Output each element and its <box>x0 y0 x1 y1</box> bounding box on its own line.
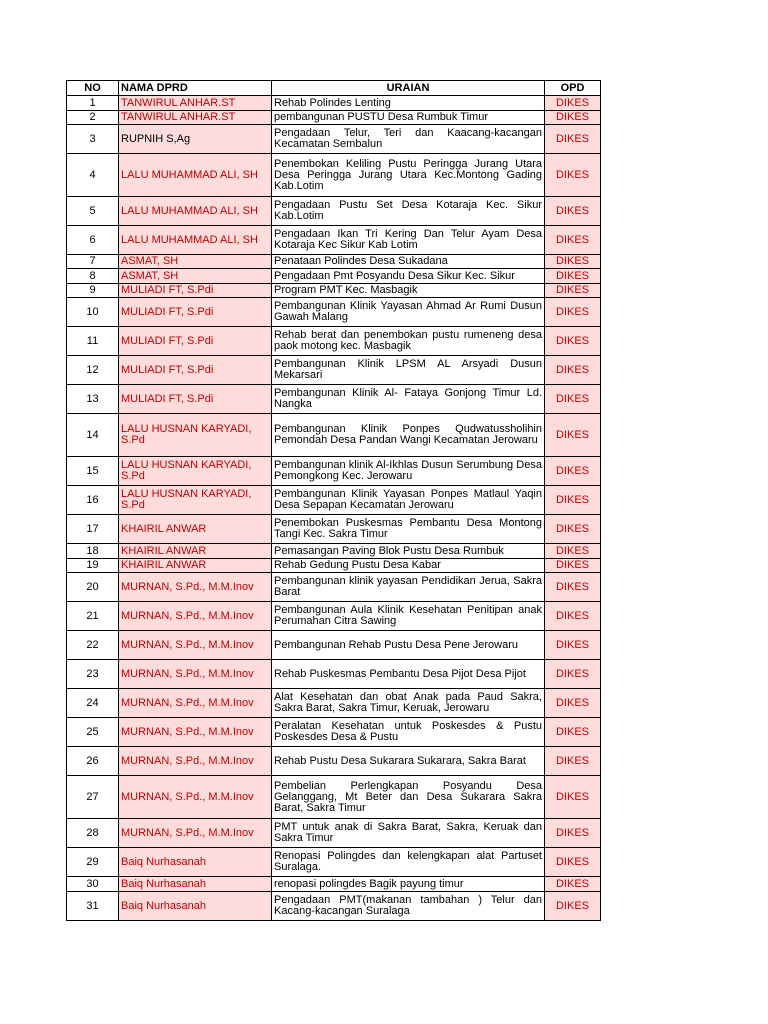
cell-no: 26 <box>67 747 119 776</box>
cell-uraian: Pengadaan Pustu Set Desa Kotaraja Kec. Sikur Kab.Lotim <box>272 197 545 226</box>
cell-no: 4 <box>67 154 119 197</box>
cell-uraian: Pembangunan klinik Al-Ikhlas Dusun Serumbung Desa Pemongkong Kec. Jerowaru <box>272 457 545 486</box>
cell-no: 15 <box>67 457 119 486</box>
cell-uraian: Pembangunan Klinik LPSM AL Arsyadi Dusun Mekarsari <box>272 356 545 385</box>
cell-no: 5 <box>67 197 119 226</box>
cell-nama-dprd: MULIADI FT, S.Pdi <box>119 385 272 414</box>
cell-nama-dprd: TANWIRUL ANHAR.ST <box>119 96 272 111</box>
cell-opd: DIKES <box>545 660 601 689</box>
table-row <box>67 515 601 544</box>
cell-no: 1 <box>67 96 119 111</box>
table-row <box>67 602 601 631</box>
cell-uraian: Pembangunan Klinik Al- Fataya Gonjong Timur Ld. Nangka <box>272 385 545 414</box>
cell-nama-dprd: MURNAN, S.Pd., M.M.Inov <box>119 747 272 776</box>
table-row <box>67 125 601 154</box>
cell-uraian: Penembokan Keliling Pustu Peringga Jurang Utara Desa Peringga Jurang Utara Kec.Montong Gading Kab.Lotim <box>272 154 545 197</box>
cell-opd: DIKES <box>545 226 601 255</box>
cell-opd: DIKES <box>545 385 601 414</box>
table-row <box>67 356 601 385</box>
cell-nama-dprd: MULIADI FT, S.Pdi <box>119 327 272 356</box>
cell-opd: DIKES <box>545 515 601 544</box>
table-row <box>67 154 601 197</box>
cell-nama-dprd: MULIADI FT, S.Pdi <box>119 298 272 327</box>
header-row <box>67 81 601 96</box>
table-row <box>67 255 601 269</box>
cell-uraian: renopasi polingdes Bagik payung timur <box>272 877 545 892</box>
cell-uraian: pembangunan PUSTU Desa Rumbuk Timur <box>272 111 545 125</box>
table-row <box>67 718 601 747</box>
cell-no: 28 <box>67 819 119 848</box>
cell-nama-dprd: LALU HUSNAN KARYADI, S.Pd <box>119 414 272 457</box>
cell-nama-dprd: MURNAN, S.Pd., M.M.Inov <box>119 573 272 602</box>
cell-no: 23 <box>67 660 119 689</box>
cell-opd: DIKES <box>545 269 601 284</box>
cell-nama-dprd: LALU HUSNAN KARYADI, S.Pd <box>119 457 272 486</box>
cell-no: 31 <box>67 892 119 921</box>
cell-uraian: Rehab berat dan penembokan pustu rumeneng desa paok motong kec. Masbagik <box>272 327 545 356</box>
cell-nama-dprd: MURNAN, S.Pd., M.M.Inov <box>119 819 272 848</box>
cell-nama-dprd: LALU HUSNAN KARYADI, S.Pd <box>119 486 272 515</box>
cell-nama-dprd: MURNAN, S.Pd., M.M.Inov <box>119 776 272 819</box>
cell-opd: DIKES <box>545 559 601 573</box>
cell-nama-dprd: MURNAN, S.Pd., M.M.Inov <box>119 602 272 631</box>
cell-no: 14 <box>67 414 119 457</box>
cell-nama-dprd: MURNAN, S.Pd., M.M.Inov <box>119 689 272 718</box>
cell-nama-dprd: KHAIRIL ANWAR <box>119 544 272 559</box>
cell-no: 24 <box>67 689 119 718</box>
cell-no: 12 <box>67 356 119 385</box>
table-row <box>67 197 601 226</box>
cell-nama-dprd: KHAIRIL ANWAR <box>119 559 272 573</box>
table-row <box>67 689 601 718</box>
cell-nama-dprd: Baiq Nurhasanah <box>119 892 272 921</box>
cell-nama-dprd: MULIADI FT, S.Pdi <box>119 356 272 385</box>
cell-no: 10 <box>67 298 119 327</box>
cell-nama-dprd: ASMAT, SH <box>119 269 272 284</box>
cell-nama-dprd: MURNAN, S.Pd., M.M.Inov <box>119 660 272 689</box>
cell-uraian: Pembelian Perlengkapan Posyandu Desa Gelanggang, Mt Beter dan Desa Sukarara Sakra Barat, Sakra Timur <box>272 776 545 819</box>
cell-uraian: Pengadaan Pmt Posyandu Desa Sikur Kec. Sikur <box>272 269 545 284</box>
cell-nama-dprd: Baiq Nurhasanah <box>119 848 272 877</box>
cell-no: 21 <box>67 602 119 631</box>
cell-uraian: Penembokan Puskesmas Pembantu Desa Montong Tangi Kec. Sakra Timur <box>272 515 545 544</box>
cell-uraian: Pembangunan Klinik Yayasan Ahmad Ar Rumi Dusun Gawah Malang <box>272 298 545 327</box>
cell-opd: DIKES <box>545 544 601 559</box>
cell-opd: DIKES <box>545 414 601 457</box>
cell-nama-dprd: TANWIRUL ANHAR.ST <box>119 111 272 125</box>
cell-uraian: Program PMT Kec. Masbagik <box>272 284 545 298</box>
cell-nama-dprd: LALU MUHAMMAD ALI, SH <box>119 197 272 226</box>
table-row <box>67 573 601 602</box>
cell-no: 22 <box>67 631 119 660</box>
cell-uraian: Pembangunan klinik yayasan Pendidikan Jerua, Sakra Barat <box>272 573 545 602</box>
cell-opd: DIKES <box>545 819 601 848</box>
table-row <box>67 747 601 776</box>
cell-uraian: Peralatan Kesehatan untuk Poskesdes & Pustu Poskesdes Desa & Pustu <box>272 718 545 747</box>
cell-opd: DIKES <box>545 631 601 660</box>
table-row <box>67 327 601 356</box>
cell-opd: DIKES <box>545 877 601 892</box>
cell-nama-dprd: MULIADI FT, S.Pdi <box>119 284 272 298</box>
cell-no: 9 <box>67 284 119 298</box>
cell-nama-dprd: LALU MUHAMMAD ALI, SH <box>119 154 272 197</box>
cell-no: 27 <box>67 776 119 819</box>
cell-no: 20 <box>67 573 119 602</box>
cell-opd: DIKES <box>545 284 601 298</box>
cell-opd: DIKES <box>545 111 601 125</box>
cell-nama-dprd: MURNAN, S.Pd., M.M.Inov <box>119 718 272 747</box>
table-row <box>67 660 601 689</box>
cell-opd: DIKES <box>545 96 601 111</box>
cell-opd: DIKES <box>545 327 601 356</box>
table-row <box>67 226 601 255</box>
dprd-table <box>66 80 601 921</box>
header-no: NO <box>67 81 119 96</box>
table-row <box>67 385 601 414</box>
table-row <box>67 892 601 921</box>
cell-opd: DIKES <box>545 255 601 269</box>
cell-opd: DIKES <box>545 486 601 515</box>
cell-uraian: Pengadaan Telur, Teri dan Kaacang-kacangan Kecamatan Sembalun <box>272 125 545 154</box>
cell-no: 8 <box>67 269 119 284</box>
cell-uraian: Pembangunan Rehab Pustu Desa Pene Jerowaru <box>272 631 545 660</box>
table-row <box>67 819 601 848</box>
table-row <box>67 776 601 819</box>
table-row <box>67 848 601 877</box>
cell-no: 30 <box>67 877 119 892</box>
cell-uraian: Rehab Pustu Desa Sukarara Sukarara, Sakra Barat <box>272 747 545 776</box>
cell-opd: DIKES <box>545 298 601 327</box>
cell-no: 11 <box>67 327 119 356</box>
cell-uraian: Alat Kesehatan dan obat Anak pada Paud Sakra, Sakra Barat, Sakra Timur, Keruak, Jerowaru <box>272 689 545 718</box>
cell-opd: DIKES <box>545 197 601 226</box>
cell-uraian: Pembangunan Klinik Ponpes Qudwatussholihin Pemondah Desa Pandan Wangi Kecamatan Jerowaru <box>272 414 545 457</box>
cell-no: 19 <box>67 559 119 573</box>
cell-no: 6 <box>67 226 119 255</box>
cell-uraian: Pembangunan Aula Klinik Kesehatan Penitipan anak Perumahan Citra Sawing <box>272 602 545 631</box>
cell-uraian: Renopasi Polingdes dan kelengkapan alat Partuset Suralaga. <box>272 848 545 877</box>
cell-opd: DIKES <box>545 776 601 819</box>
table-row <box>67 96 601 111</box>
cell-nama-dprd: ASMAT, SH <box>119 255 272 269</box>
cell-no: 25 <box>67 718 119 747</box>
table-row <box>67 559 601 573</box>
cell-no: 2 <box>67 111 119 125</box>
table-row <box>67 486 601 515</box>
table-row <box>67 298 601 327</box>
cell-uraian: Penataan Polindes Desa Sukadana <box>272 255 545 269</box>
cell-uraian: Pembangunan Klinik Yayasan Ponpes Matlaul Yaqin Desa Sepapan Kecamatan Jerowaru <box>272 486 545 515</box>
table-row <box>67 544 601 559</box>
cell-no: 29 <box>67 848 119 877</box>
table-row <box>67 457 601 486</box>
cell-nama-dprd: MURNAN, S.Pd., M.M.Inov <box>119 631 272 660</box>
cell-uraian: Rehab Puskesmas Pembantu Desa Pijot Desa Pijot <box>272 660 545 689</box>
cell-opd: DIKES <box>545 573 601 602</box>
table-row <box>67 877 601 892</box>
cell-opd: DIKES <box>545 718 601 747</box>
cell-no: 16 <box>67 486 119 515</box>
cell-opd: DIKES <box>545 689 601 718</box>
cell-no: 7 <box>67 255 119 269</box>
cell-uraian: Pemasangan Paving Blok Pustu Desa Rumbuk <box>272 544 545 559</box>
cell-uraian: Pengadaan Ikan Tri Kering Dan Telur Ayam Desa Kotaraja Kec Sikur Kab Lotim <box>272 226 545 255</box>
cell-no: 3 <box>67 125 119 154</box>
header-opd: OPD <box>545 81 601 96</box>
cell-nama-dprd: KHAIRIL ANWAR <box>119 515 272 544</box>
cell-opd: DIKES <box>545 892 601 921</box>
table-row <box>67 111 601 125</box>
cell-uraian: Rehab Gedung Pustu Desa Kabar <box>272 559 545 573</box>
cell-nama-dprd: LALU MUHAMMAD ALI, SH <box>119 226 272 255</box>
cell-no: 17 <box>67 515 119 544</box>
cell-uraian: PMT untuk anak di Sakra Barat, Sakra, Keruak dan Sakra Timur <box>272 819 545 848</box>
cell-opd: DIKES <box>545 848 601 877</box>
table-row <box>67 284 601 298</box>
cell-uraian: Rehab Polindes Lenting <box>272 96 545 111</box>
cell-nama-dprd: RUPNIH S,Ag <box>119 125 272 154</box>
cell-uraian: Pengadaan PMT(makanan tambahan ) Telur dan Kacang-kacangan Suralaga <box>272 892 545 921</box>
cell-nama-dprd: Baiq Nurhasanah <box>119 877 272 892</box>
cell-opd: DIKES <box>545 747 601 776</box>
header-uraian: URAIAN <box>272 81 545 96</box>
table-row <box>67 414 601 457</box>
cell-opd: DIKES <box>545 125 601 154</box>
cell-opd: DIKES <box>545 356 601 385</box>
cell-opd: DIKES <box>545 154 601 197</box>
table-row <box>67 631 601 660</box>
cell-opd: DIKES <box>545 457 601 486</box>
cell-no: 18 <box>67 544 119 559</box>
header-nama-dprd: NAMA DPRD <box>119 81 272 96</box>
cell-no: 13 <box>67 385 119 414</box>
cell-opd: DIKES <box>545 602 601 631</box>
table-row <box>67 269 601 284</box>
